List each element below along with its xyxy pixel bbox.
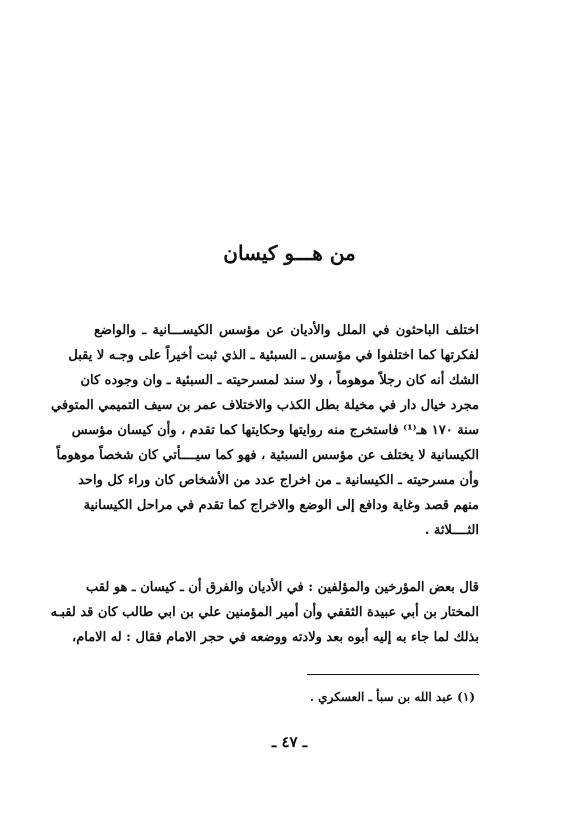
page-number: ـ ٤٧ ـ bbox=[271, 733, 308, 751]
paragraph-line: الشك أنه كان رجلاً موهوماً ، ولا سند لمسرحيته ـ السبئية ـ وان وجوده كان bbox=[80, 373, 479, 388]
paragraph-line: بذلك لما جاء به إليه أبوه بعد ولادته ووضعه في حجر الامام فقال : له الامام، bbox=[72, 630, 479, 645]
paragraph-2 bbox=[50, 575, 479, 650]
paragraph-line: سنة ١٧٠ هـ⁽¹⁾ فاستخرج منه روايتها وحكايتها كما تقدم ، وأن كيسان مؤسس bbox=[71, 423, 479, 438]
footnote: (١) عبد الله بن سبأ ـ العسكري . bbox=[309, 690, 475, 704]
paragraph-line: اختلف الباحثون في الملل والأديان عن مؤسس الكيســـانية ـ والواضع bbox=[94, 323, 479, 338]
paragraph-line: قال بعض المؤرخين والمؤلفين : في الأديان والفرق أن ـ كيسان ـ هو لقب bbox=[86, 580, 479, 595]
chapter-title: من هـــو كيسان bbox=[223, 241, 356, 265]
paragraph-line: لفكرتها كما اختلفوا في مؤسس ـ السبئية ـ الذي ثبت أخيراً على وجـه لا يقبل bbox=[68, 348, 479, 363]
paragraph-1 bbox=[50, 318, 479, 543]
paragraph-line: الكيسانية لا يختلف عن مؤسس السبئية ، فهو كما سيــــأتي كان شخصاً موهوماً bbox=[56, 448, 479, 463]
paragraph-line: المختار بن أبي عبيدة الثقفي وأن أمير المؤمنين علي بن ابي طالب كان قد لقبـه bbox=[50, 605, 479, 620]
paragraph-line: وأن مسرحيته ـ الكيسانية ـ من اخراج عدد من الأشخاص كان وراء كل واحد bbox=[78, 473, 479, 488]
paragraph-line: الثــــلاثة . bbox=[424, 523, 479, 538]
paragraph-line: مجرد خيال دار في مخيلة بطل الكذب والاختلاف عمر بن سيف التميمي المتوفي bbox=[50, 398, 479, 413]
footnote-divider bbox=[307, 674, 479, 675]
paragraph-line: منهم قصد وغاية ودافع إلى الوضع والاخراج كما تقدم في مراحل الكيسانية bbox=[83, 498, 479, 513]
